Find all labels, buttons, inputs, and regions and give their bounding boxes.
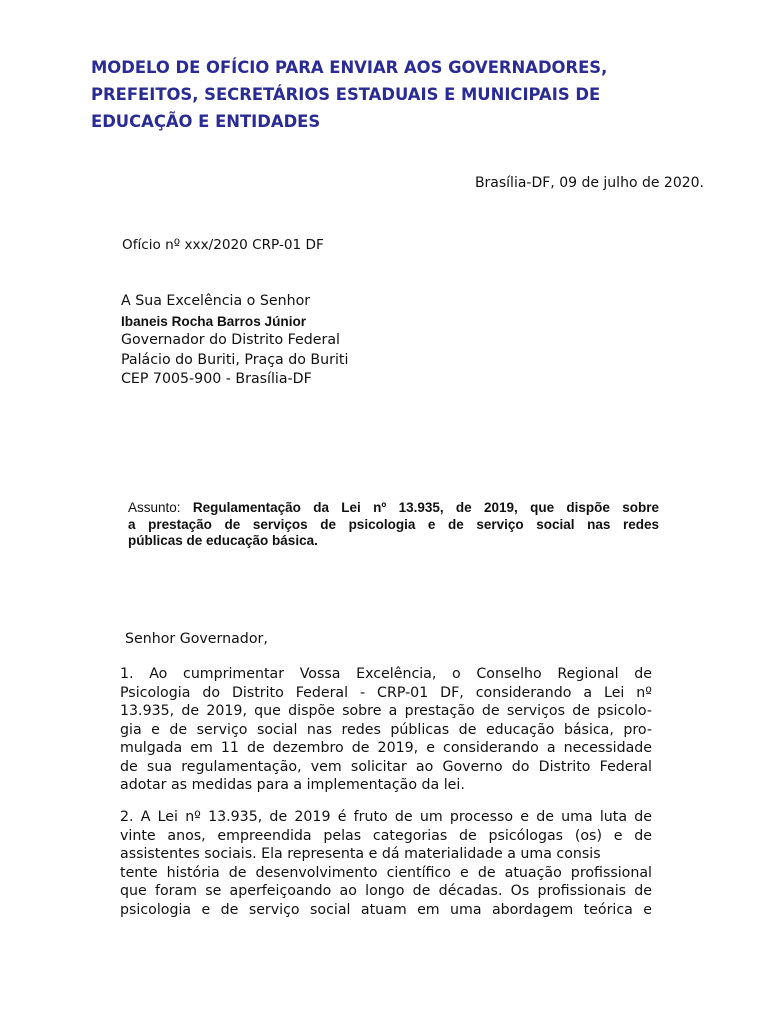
subject-label: Assunto: (128, 500, 181, 515)
paragraph-line: adotar as medidas para a implementação da lei. (120, 777, 465, 793)
subject-text: Regulamentação da Lei nº 13.935, de 2019, que dispõe sobre (192, 500, 659, 515)
paragraph-2 (120, 808, 652, 919)
paragraph-line: 2. A Lei nº 13.935, de 2019 é fruto de um processo e de uma luta de (120, 809, 652, 825)
subject-line (128, 533, 659, 550)
paragraph-line: mulgada em 11 de dezembro de 2019, e considerando a necessidade (120, 740, 652, 756)
paragraph-line: assistentes sociais. Ela representa e dá materialidade a uma consis (120, 846, 601, 862)
paragraph-line: psicologia e de serviço social atuam em uma abordagem teórica e (120, 901, 652, 918)
recipient-cep: CEP 7005-900 - Brasília-DF (121, 371, 312, 387)
paragraph-line: 13.935, de 2019, que dispõe sobre a prestação de serviços de psicolo- (120, 703, 652, 719)
recipient-address: Palácio do Buriti, Praça do Buriti (121, 351, 349, 368)
paragraph-line: tente história de desenvolvimento científico e de atuação profissional (120, 864, 652, 881)
recipient-block (121, 292, 348, 390)
paragraph-line: Psicologia do Distrito Federal - CRP-01 DF, considerando a Lei nº (120, 684, 652, 701)
paragraph-line: gia e de serviço social nas redes públicas de educação básica, pro- (120, 721, 652, 738)
paragraph-line: de sua regulamentação, vem solicitar ao Governo do Distrito Federal (120, 758, 652, 775)
subject-text: a prestação de serviços de psicologia e de serviço social nas redes (128, 516, 659, 532)
subject-text: públicas de educação básica. (128, 533, 318, 548)
title-line: MODELO DE OFÍCIO PARA ENVIAR AOS GOVERNADORES, (91, 58, 608, 77)
title-line: EDUCAÇÃO E ENTIDADES (91, 112, 321, 131)
paragraph-line: 1. Ao cumprimentar Vossa Excelência, o Conselho Regional de (120, 666, 652, 682)
recipient-salutation: A Sua Excelência o Senhor (121, 293, 311, 309)
document-date: Brasília-DF, 09 de julho de 2020. (474, 175, 704, 191)
recipient-role: Governador do Distrito Federal (121, 332, 340, 348)
oficio-number: Ofício nº xxx/2020 CRP-01 DF (122, 237, 324, 253)
recipient-name: Ibaneis Rocha Barros Júnior (121, 313, 307, 329)
greeting: Senhor Governador, (125, 631, 268, 647)
paragraph-line: que foram se aperfeiçoando ao longo de décadas. Os profissionais de (120, 883, 652, 899)
document-title (91, 54, 711, 135)
paragraph-1 (120, 665, 652, 795)
subject-block (128, 500, 659, 550)
subject-line (128, 500, 659, 517)
title-line: PREFEITOS, SECRETÁRIOS ESTADUAIS E MUNICIPAIS DE (91, 85, 601, 104)
paragraph-line: vinte anos, empreendida pelas categorias de psicólogas (os) e de (120, 827, 652, 844)
subject-line (128, 517, 659, 534)
